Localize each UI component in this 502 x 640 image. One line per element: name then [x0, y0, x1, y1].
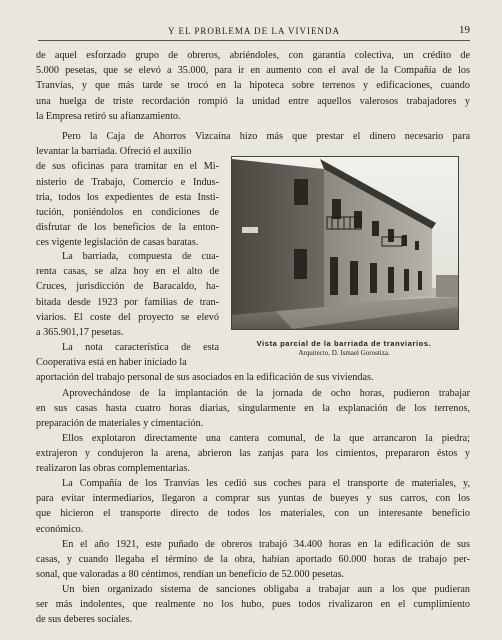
text-line: de sus oficinas para tramitar en el Mi- [36, 161, 219, 173]
text-line: disfrutar de los beneficios de la enton- [36, 222, 219, 234]
text-line: de aquel esforzado grupo de obreros, abriéndoles, con garantía colectiva, un crédito de [36, 50, 470, 61]
text-line: económico. [36, 523, 84, 535]
caption-credit: Arquitecto, D. Ismael Gorostiza. [298, 349, 390, 357]
text-line: nisterio de Trabajo, Comercio e Indus- [36, 176, 219, 188]
text-line: Pero la Caja de Ahorros Vizcaína hizo más que prestar el dinero necesario para [62, 131, 470, 142]
text-line: en sus casas hasta cuatro horas diarias, singularmente en la explanación de los terrenos, [36, 403, 470, 415]
text-line: ser más indolentes, que realmente no los hubo, pues todos rivalizaron en el cumplimiento [36, 599, 470, 611]
paragraph-9 [36, 582, 470, 628]
figure-caption [231, 339, 457, 357]
page-number: 19 [459, 24, 470, 36]
paragraph-3 [36, 249, 219, 340]
text-line: a 365.901,17 pesetas. [36, 326, 124, 338]
text-line: casas, y cuando llegaba el término de la obra, habían aportado 60.000 horas de trabajo per- [36, 554, 470, 566]
text-line: tución, poniéndolos en condiciones de [36, 206, 219, 218]
caption-title: Vista parcial de la barriada de tranviarios. [256, 339, 432, 348]
text-line: Un bien organizado sistema de sanciones obligaba a trabajar aun a los que pudieran [62, 584, 470, 595]
text-line: para evitar intermediarios, llegaron a comprar sus yuntas de bueyes y sus carros, con los [36, 493, 470, 505]
text-line: preparación de materiales y cimentación. [36, 418, 204, 430]
text-line: bitada desde 1923 por familias de tran- [36, 296, 219, 308]
text-line: tria, todos los expedientes de esta Insti- [36, 191, 219, 203]
text-line: Cooperativa está en haber iniciado la [36, 357, 187, 369]
text-line: la Empresa retiró su afianzamiento. [36, 110, 181, 122]
text-line: Cruces, jurisdicción de Baracaldo, ha- [36, 281, 219, 293]
text-line: levantar la barriada. Ofreció el auxilio [36, 146, 192, 158]
text-line: 5.000 pesetas, que se elevó a 35.000, para ir en aumento con el aval de la Compañía de los [36, 65, 470, 77]
running-title: Y EL PROBLEMA DE LA VIVIENDA [168, 26, 340, 36]
text-line: realizaron las obras complementarias. [36, 463, 190, 475]
text-line: de sus deberes sociales. [36, 614, 133, 626]
text-line: Tranvías, y que más tarde se trocó en la hipoteca sobre terrenos y edificaciones, cuando [36, 80, 470, 92]
text-line: que hicieron el transporte directo de todos los materiales, con un interesante beneficio [36, 508, 470, 520]
paragraph-7 [36, 476, 470, 537]
text-line: La Compañía de los Tranvías les cedió sus coches para el transporte de materiales, y, [62, 478, 470, 489]
text-line: Aprovechándose de la implantación de la jornada de ocho horas, pudieron trabajar [62, 388, 470, 399]
paragraph-5 [36, 386, 470, 432]
paragraph-6 [36, 431, 470, 477]
paragraph-8 [36, 537, 470, 583]
paragraph-1 [36, 48, 470, 124]
text-line: ces vigente legislación de casas baratas. [36, 237, 199, 249]
text-line: Ellos explotaron directamente una cantera comunal, de la que arrancaron la piedra; [62, 433, 470, 444]
text-line: En el año 1921, este puñado de obreros trabajó 34.400 horas en la edificación de sus [62, 539, 470, 550]
barriada-photograph [231, 156, 459, 330]
text-line: sonal, que valoradas a 80 céntimos, rendían un beneficio de 52.000 pesetas. [36, 569, 345, 581]
text-line: viarios. El coste del proyecto se elevó [36, 311, 219, 323]
text-line: La barriada, compuesta de cua- [62, 251, 219, 262]
text-line: La nota característica de esta [62, 342, 219, 353]
text-line: una huelga de triste recordación rompió la unidad entre aquellos valerosos trabajadores y [36, 95, 470, 107]
text-line: aportación del trabajo personal de sus asociados en la edificación de sus viviendas. [36, 372, 374, 384]
running-header [38, 26, 470, 41]
text-line: renta casas, se alza hoy en el alto de [36, 266, 219, 278]
text-line: extrajeron y condujeron la arena, abrieron las zanjas para los cimientos, prepararon éstos y [36, 448, 470, 460]
